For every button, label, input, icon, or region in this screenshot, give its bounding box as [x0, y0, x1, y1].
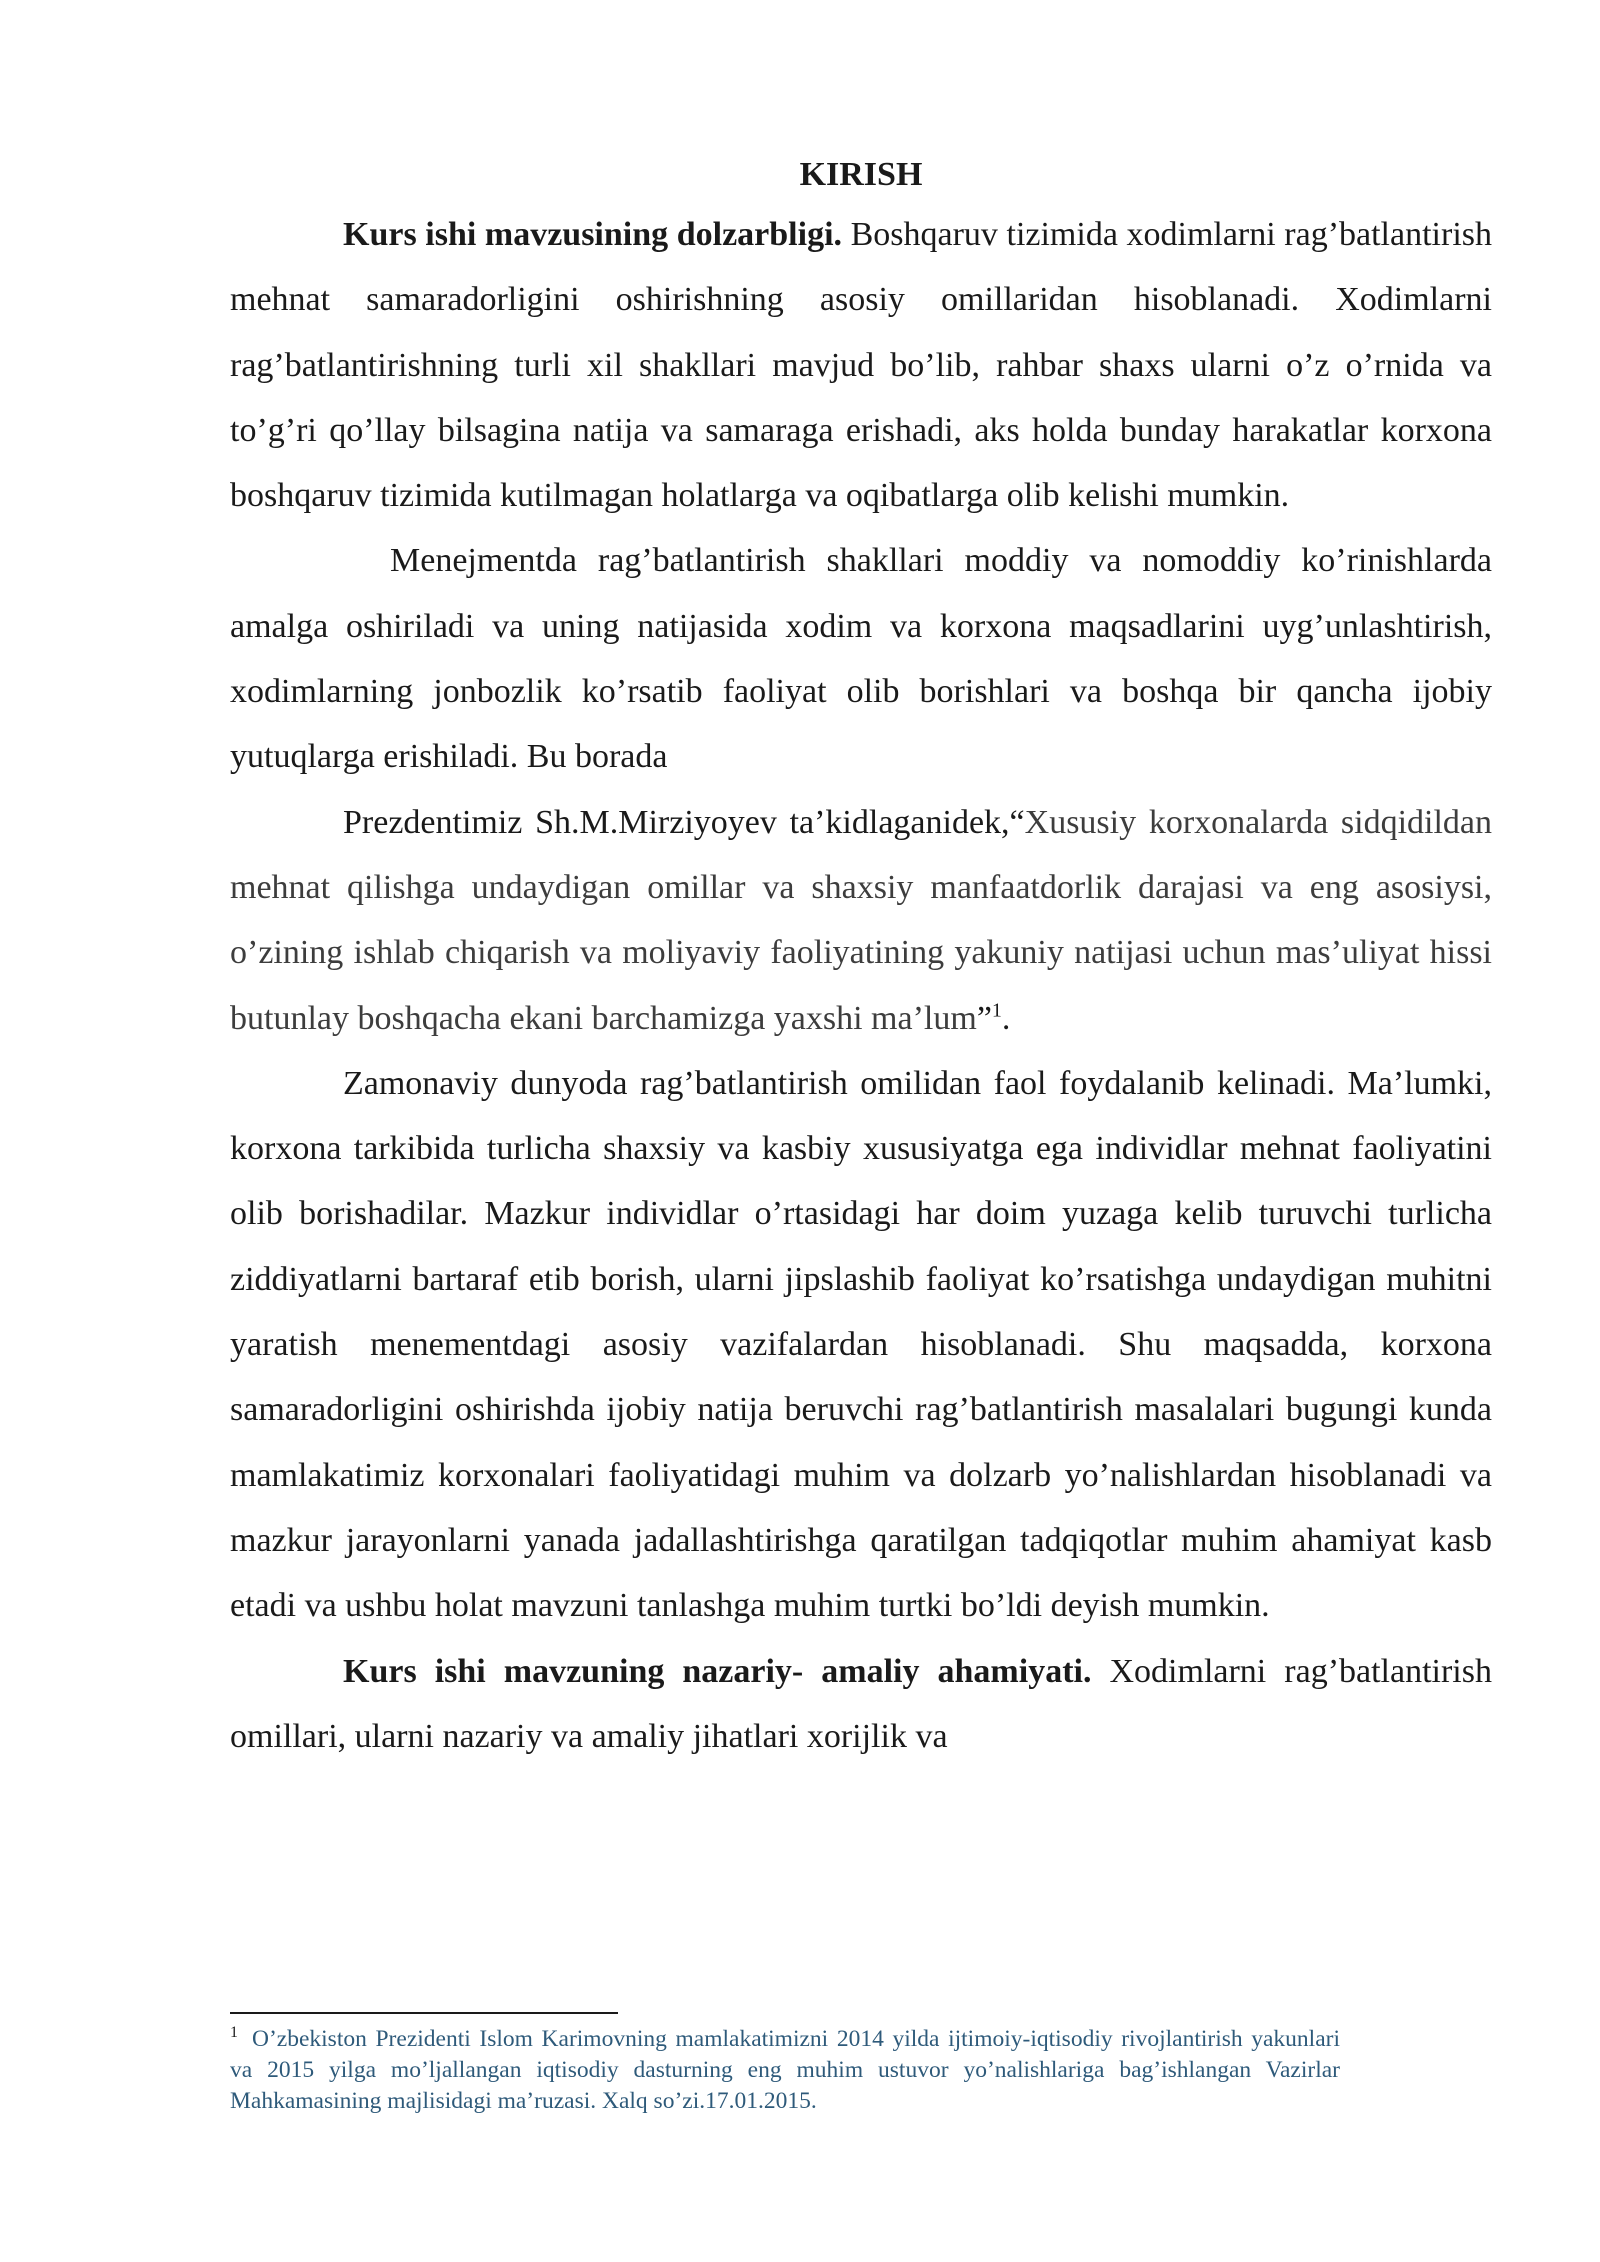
paragraph-president-quote [230, 790, 1492, 1051]
significance-text: Xodimlarni rag’batlantirish omillari, ularni nazariy va amaliy jihatlari xorijlik va [230, 1652, 1492, 1755]
footnote-reference[interactable]: 1 [991, 999, 1002, 1022]
footnote [230, 2024, 1340, 2117]
paragraph-management: Menejmentda rag’batlantirish shakllari moddiy va nomoddiy ko’rinishlarda amalga oshiriladi va uning natijasida xodim va korxona maqsadlarini uyg’unlashtirish, xodimlarning jonbozlik ko’rsatib faoliyat olib borishlari va boshqa bir qancha ijobiy yutuqlarga erishiladi. Bu borada [230, 542, 1492, 776]
relevance-heading: Kurs ishi mavzusining dolzarbligi. [343, 216, 843, 253]
quote-end: . [1001, 999, 1011, 1037]
significance-heading: Kurs ishi mavzuning nazariy- amaliy ahamiyati. [343, 1652, 1092, 1690]
page-title: KIRISH [799, 156, 923, 193]
footnote-separator [230, 2012, 618, 2014]
paragraph-relevance [230, 202, 1492, 528]
paragraph-modern-world: Zamonaviy dunyoda rag’batlantirish omilidan faol foydalanib kelinadi. Ma’lumki, korxona tarkibida turlicha shaxsiy va kasbiy xususiyatga ega individlar mehnat faoliyatini olib borishadilar. Mazkur individlar o’rtasidagi har doim yuzaga kelib turuvchi turlicha ziddiyatlarni bartaraf etib borish, ularni jipslashib faoliyat ko’rsatishga undaydigan muhitni yaratish menementdagi asosiy vazifalardan hisoblanadi. Shu maqsadda, korxona samaradorligini oshirishda ijobiy natija beruvchi rag’batlantirish masalalari bugungi kunda mamlakatimiz korxonalari faoliyatidagi muhim va dolzarb yo’nalishlardan hisoblanadi va mazkur jarayonlarni yanada jadallashtirishga qaratilgan tadqiqotlar muhim ahamiyat kasb etadi va ushbu holat mavzuni tanlashga muhim turtki bo’ldi deyish mumkin. [230, 1064, 1492, 1625]
footnote-mark: 1 [230, 2024, 238, 2042]
main-content [230, 150, 1492, 1769]
relevance-text: Boshqaruv tizimida xodimlarni rag’batlantirish mehnat samaradorligini oshirishning asosiy omillaridan hisoblanadi. Xodimlarni rag’batlantirishning turli xil shakllari mavjud bo’lib, rahbar shaxs ularni o’z o’rnida va to’g’ri qo’llay bilsagina natija va samaraga erishadi, aks holda bunday harakatlar korxona boshqaruv tizimida kutilmagan holatlarga va oqibatlarga olib kelishi mumkin. [230, 216, 1492, 515]
quote-intro: Prezdentimiz Sh.M.Mirziyoyev ta’kidlaganidek,“ [343, 803, 1025, 841]
footnote-text: O’zbekiston Prezidenti Islom Karimovning mamlakatimizni 2014 yilda ijtimoiy-iqtisodiy rivojlantirish yakunlari va 2015 yilga mo’ljallangan iqtisodiy dasturning eng muhim ustuvor yo’nalishlariga bag’ishlangan Vazirlar Mahkamasining majlisidagi ma’ruzasi. Xalq so’zi.17.01.2015. [230, 2026, 1340, 2114]
paragraph-significance [230, 1639, 1492, 1770]
quote-close: ” [976, 999, 992, 1037]
quote-text: Xususiy korxonalarda sidqidildan mehnat qilishga undaydigan omillar va shaxsiy manfaatdorlik darajasi va eng asosiysi, o’zining ishlab chiqarish va moliyaviy faoliyatining yakuniy natijasi uchun mas’uliyat hissi butunlay boshqacha ekani barchamizga yaxshi ma’lum [230, 803, 1492, 1037]
